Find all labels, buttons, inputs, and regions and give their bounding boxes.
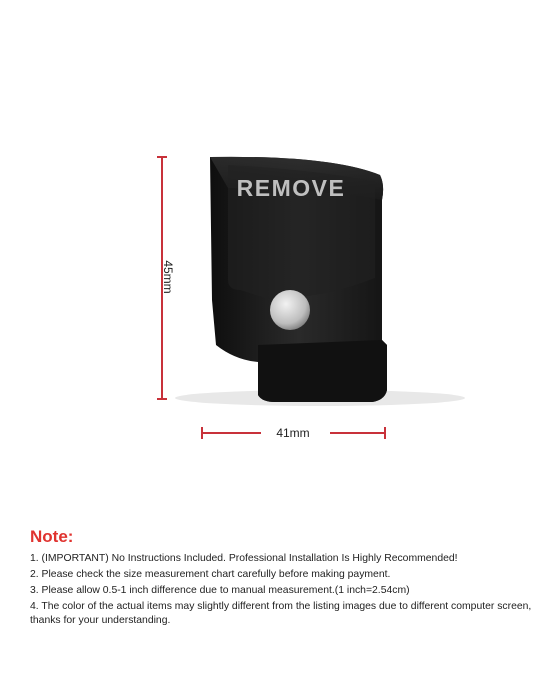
note-section bbox=[30, 527, 550, 630]
product-lower-tab bbox=[258, 340, 387, 402]
note-item-measurement: 3. Please allow 0.5-1 inch difference due to manual measurement.(1 inch=2.54cm) bbox=[30, 585, 410, 596]
width-dimension-line-left bbox=[201, 432, 261, 434]
width-dimension-right-cap bbox=[384, 427, 386, 439]
note-list bbox=[30, 552, 550, 627]
release-button bbox=[270, 290, 310, 330]
note-item-size-chart: 2. Please check the size measurement chart carefully before making payment. bbox=[30, 569, 391, 580]
note-title: Note: bbox=[30, 527, 74, 546]
note-item-color: 4. The color of the actual items may slightly different from the listing images due to different computer screen, thanks for your understanding. bbox=[30, 601, 532, 626]
height-dimension-label: 45mm bbox=[161, 260, 175, 294]
note-item-important: 1. (IMPORTANT) No Instructions Included. Professional Installation Is Highly Recommended! bbox=[30, 553, 458, 564]
width-dimension-label: 41mm bbox=[276, 426, 310, 440]
width-dimension-line-right bbox=[330, 432, 385, 434]
product-engraving: REMOVE bbox=[236, 175, 346, 201]
